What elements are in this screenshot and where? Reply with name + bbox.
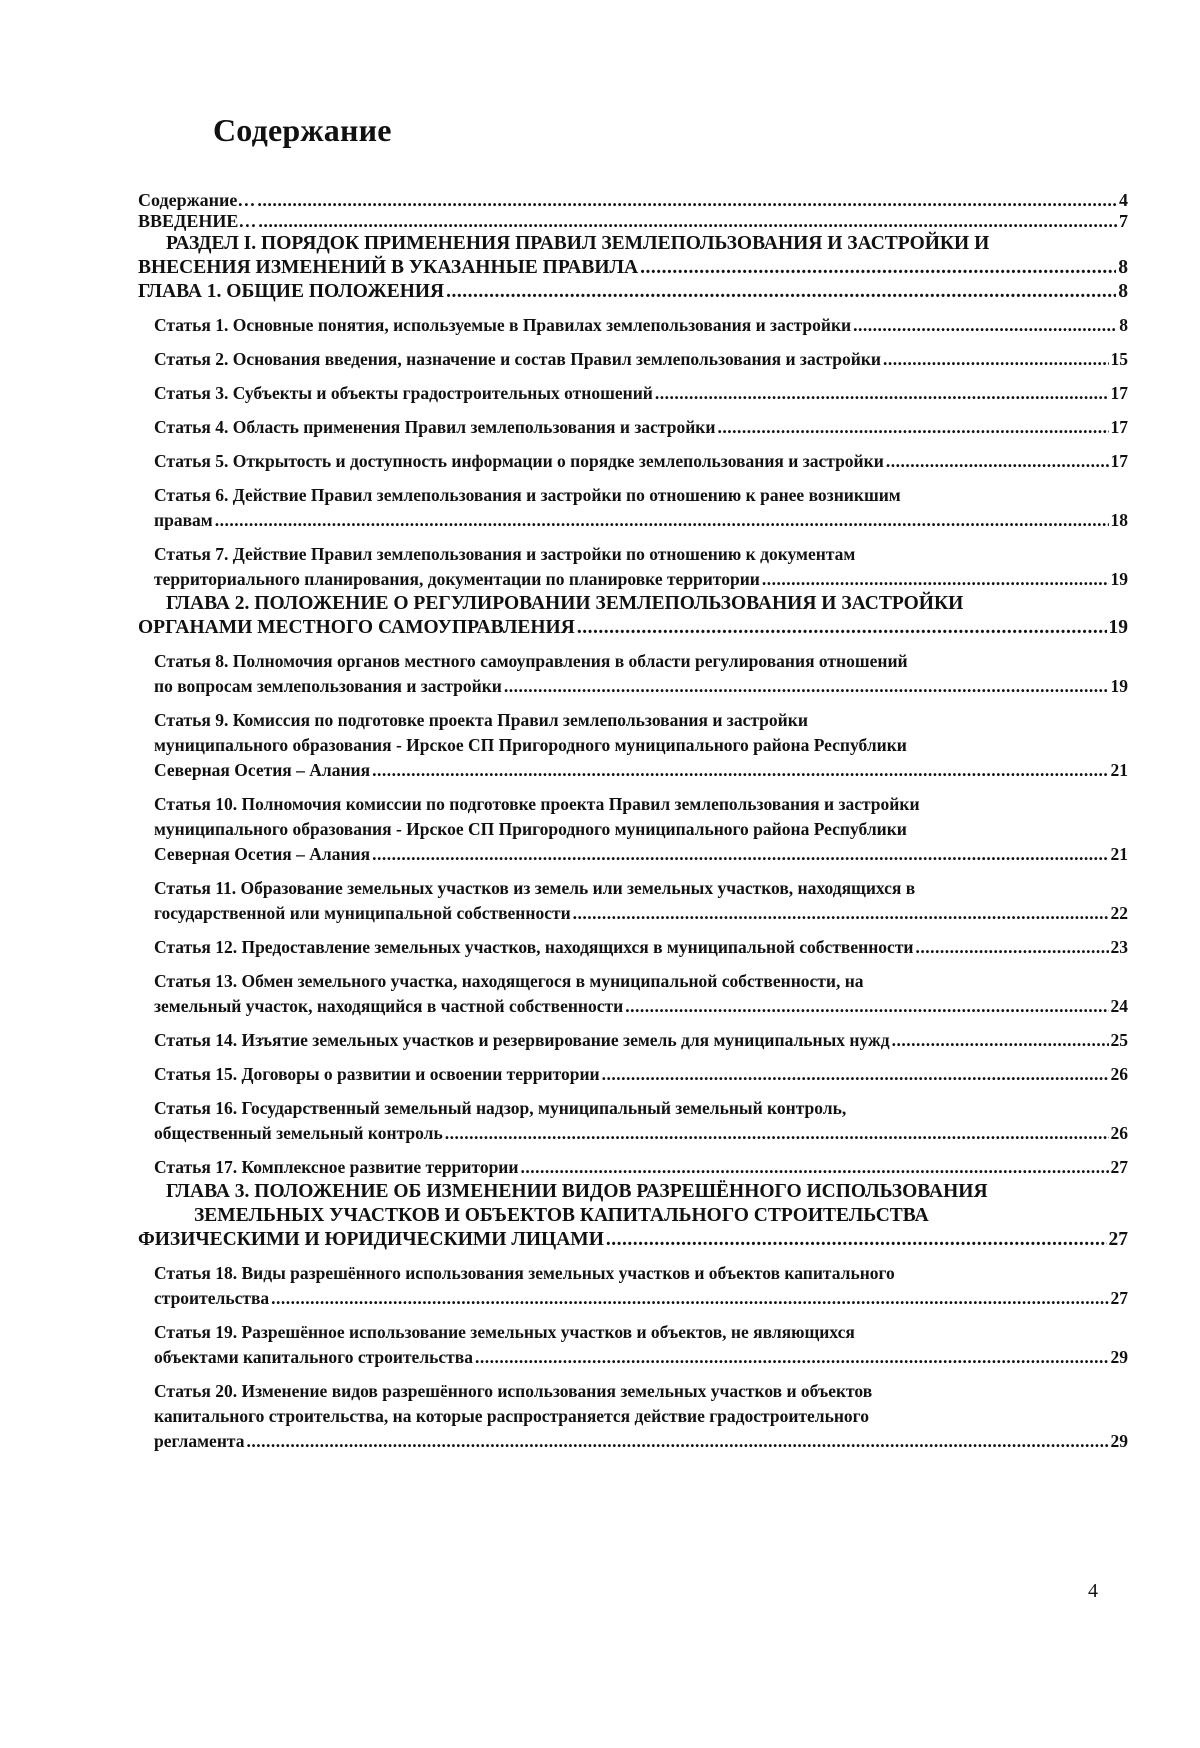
toc-entry-text: общественный земельный контроль	[154, 1123, 443, 1143]
toc-entry-text: земельный участок, находящийся в частной собственности	[154, 996, 624, 1016]
dot-leader	[271, 1286, 1108, 1311]
toc-entry[interactable]	[138, 1320, 1128, 1370]
toc-entry[interactable]	[138, 190, 1128, 211]
toc-page-number: 8	[1119, 315, 1128, 335]
toc-page-number: 19	[1110, 569, 1128, 589]
toc-entry[interactable]	[138, 313, 1128, 338]
dot-leader	[640, 256, 1116, 280]
toc-entry-last-line	[154, 1121, 1128, 1146]
dot-leader	[606, 1228, 1107, 1252]
dot-leader	[446, 280, 1116, 304]
toc-page-number: 8	[1118, 257, 1128, 278]
dot-leader	[577, 616, 1107, 640]
dot-leader	[246, 1429, 1108, 1454]
toc-page-number: 27	[1110, 1157, 1128, 1177]
dot-leader	[717, 415, 1108, 440]
toc-entry-last-line	[154, 1062, 1128, 1087]
toc-entry[interactable]	[138, 542, 1128, 592]
toc-page-number: 17	[1110, 383, 1128, 403]
dot-leader	[520, 1155, 1108, 1180]
dot-leader	[372, 758, 1108, 783]
toc-entry-last-line	[154, 508, 1128, 533]
toc-entry[interactable]	[138, 483, 1128, 533]
toc-entry[interactable]	[138, 969, 1128, 1019]
page-number: 4	[1088, 1580, 1098, 1602]
toc-entry-line: капитального строительства, на которые распространяется действие градостроительного	[154, 1406, 869, 1426]
toc-page-number: 19	[1108, 617, 1128, 638]
toc-entry-text: по вопросам землепользования и застройки	[154, 676, 502, 696]
toc-page-number: 21	[1110, 760, 1128, 780]
toc-entry-text: Северная Осетия – Алания	[154, 760, 371, 780]
toc-entry-last-line	[154, 449, 1128, 474]
toc-entry-last-line	[154, 567, 1128, 592]
toc-entry[interactable]	[138, 935, 1128, 960]
toc-entry-text: территориального планирования, документации по планировке территории	[154, 569, 760, 589]
toc-entry-line: Статья 9. Комиссия по подготовке проекта Правил землепользования и застройки	[154, 710, 808, 730]
toc-entry-line: ГЛАВА 2. ПОЛОЖЕНИЕ О РЕГУЛИРОВАНИИ ЗЕМЛЕПОЛЬЗОВАНИЯ И ЗАСТРОЙКИ	[166, 593, 964, 614]
dot-leader	[886, 449, 1109, 474]
toc-entry-last-line	[154, 1286, 1128, 1311]
toc-entry-last-line	[154, 674, 1128, 699]
toc-entry[interactable]	[138, 1096, 1128, 1146]
toc-page-number: 15	[1110, 349, 1128, 369]
toc-entry[interactable]	[138, 1062, 1128, 1087]
toc-entry[interactable]	[138, 708, 1128, 783]
toc-entry-line: Статья 6. Действие Правил землепользования и застройки по отношению к ранее возникшим	[154, 485, 901, 505]
toc-entry[interactable]	[138, 592, 1128, 640]
toc-entry[interactable]	[138, 449, 1128, 474]
toc-page-number: 25	[1110, 1030, 1128, 1050]
toc-entry-line: муниципального образования - Ирское СП Пригородного муниципального района Республики	[154, 735, 907, 755]
toc-entry-last-line	[154, 313, 1128, 338]
toc-page-number: 7	[1119, 211, 1128, 231]
toc-page-number: 27	[1108, 1229, 1128, 1250]
toc-page-number: 4	[1119, 190, 1128, 210]
toc-entry-line: Статья 16. Государственный земельный надзор, муниципальный земельный контроль,	[154, 1098, 847, 1118]
toc-entry-line: Статья 13. Обмен земельного участка, находящегося в муниципальной собственности, на	[154, 971, 864, 991]
toc-entry-text: Северная Осетия – Алания	[154, 844, 371, 864]
dot-leader	[762, 567, 1109, 592]
dot-leader	[372, 842, 1108, 867]
toc-entry[interactable]	[138, 1261, 1128, 1311]
toc-entry-line: Статья 10. Полномочия комиссии по подготовке проекта Правил землепользования и застройки	[154, 794, 920, 814]
toc-entry-last-line	[154, 994, 1128, 1019]
toc-page-number: 23	[1110, 937, 1128, 957]
dot-leader	[504, 674, 1109, 699]
toc-entry-text: Статья 5. Открытость и доступность информации о порядке землепользования и застройки	[154, 451, 884, 471]
toc-entry-last-line	[154, 347, 1128, 372]
toc-entry-last-line	[154, 1028, 1128, 1053]
toc-entry-text: объектами капитального строительства	[154, 1347, 473, 1367]
toc-entry-line: Статья 8. Полномочия органов местного самоуправления в области регулирования отношений	[154, 651, 908, 671]
toc-entry-line: Статья 7. Действие Правил землепользования и застройки по отношению к документам	[154, 544, 856, 564]
toc-page-number: 26	[1110, 1064, 1128, 1084]
toc-entry-text: Статья 4. Область применения Правил землепользования и застройки	[154, 417, 716, 437]
toc-entry-last-line	[154, 1429, 1128, 1454]
toc-entry-line: ГЛАВА 3. ПОЛОЖЕНИЕ ОБ ИЗМЕНЕНИИ ВИДОВ РАЗРЕШЁННОГО ИСПОЛЬЗОВАНИЯ	[166, 1181, 988, 1202]
toc-entry[interactable]	[138, 232, 1128, 280]
toc-entry[interactable]	[138, 280, 1128, 304]
toc-title: Содержание	[213, 112, 392, 148]
toc-entry-last-line	[154, 935, 1128, 960]
toc-entry-text: ВНЕСЕНИЯ ИЗМЕНЕНИЙ В УКАЗАННЫЕ ПРАВИЛА	[138, 257, 639, 278]
toc-entry-last-line	[154, 842, 1128, 867]
toc-entry-line: Статья 11. Образование земельных участков из земель или земельных участков, находящихся в	[154, 878, 916, 898]
toc-entry-last-line	[138, 190, 1128, 211]
toc-entry-text: ВВЕДЕНИЕ…	[138, 211, 257, 231]
toc-entry[interactable]	[138, 1155, 1128, 1180]
toc-entry[interactable]	[138, 792, 1128, 867]
toc-entry-text: Статья 1. Основные понятия, используемые в Правилах землепользования и застройки	[154, 315, 852, 335]
toc-page-number: 17	[1110, 451, 1128, 471]
toc-page-number: 29	[1110, 1431, 1128, 1451]
toc-entry-text: Статья 14. Изъятие земельных участков и резервирование земель для муниципальных нужд	[154, 1030, 890, 1050]
dot-leader	[883, 347, 1108, 372]
toc-entry-text: Содержание…	[138, 190, 256, 210]
toc-entry-last-line	[154, 1345, 1128, 1370]
toc-page-number: 17	[1110, 417, 1128, 437]
dot-leader	[625, 994, 1108, 1019]
toc-entry-last-line	[138, 280, 1128, 304]
toc-entry[interactable]	[138, 415, 1128, 440]
toc-entry[interactable]	[138, 1379, 1128, 1454]
toc-entry-last-line	[154, 758, 1128, 783]
dot-leader	[655, 381, 1109, 406]
toc-entry-last-line	[154, 1155, 1128, 1180]
toc-page-number: 26	[1110, 1123, 1128, 1143]
toc-entry[interactable]	[138, 381, 1128, 406]
toc-entry-text: ГЛАВА 1. ОБЩИЕ ПОЛОЖЕНИЯ	[138, 281, 445, 302]
toc-entry-last-line	[154, 381, 1128, 406]
table-of-contents	[138, 190, 1128, 1454]
toc-entry-text: ФИЗИЧЕСКИМИ И ЮРИДИЧЕСКИМИ ЛИЦАМИ	[138, 1229, 604, 1250]
dot-leader	[853, 313, 1117, 338]
toc-entry-last-line	[138, 256, 1128, 280]
toc-entry-text: строительства	[154, 1288, 270, 1308]
toc-entry-line: РАЗДЕЛ I. ПОРЯДОК ПРИМЕНЕНИЯ ПРАВИЛ ЗЕМЛЕПОЛЬЗОВАНИЯ И ЗАСТРОЙКИ И	[166, 233, 990, 254]
toc-entry-text: ОРГАНАМИ МЕСТНОГО САМОУПРАВЛЕНИЯ	[138, 617, 575, 638]
toc-page-number: 27	[1110, 1288, 1128, 1308]
toc-entry[interactable]	[138, 1180, 1128, 1252]
toc-entry-text: Статья 17. Комплексное развитие территории	[154, 1157, 519, 1177]
toc-entry-line: Статья 18. Виды разрешённого использования земельных участков и объектов капитального	[154, 1263, 895, 1283]
toc-entry[interactable]	[138, 211, 1128, 232]
toc-entry-text: Статья 15. Договоры о развитии и освоении территории	[154, 1064, 600, 1084]
toc-entry-last-line	[138, 211, 1128, 232]
toc-page-number: 22	[1110, 903, 1128, 923]
dot-leader	[215, 508, 1109, 533]
toc-entry[interactable]	[138, 876, 1128, 926]
toc-entry-text: государственной или муниципальной собственности	[154, 903, 571, 923]
toc-entry-text: правам	[154, 510, 213, 530]
toc-entry[interactable]	[138, 649, 1128, 699]
dot-leader	[602, 1062, 1109, 1087]
toc-page-number: 29	[1110, 1347, 1128, 1367]
toc-entry-last-line	[154, 901, 1128, 926]
toc-page-number: 8	[1118, 281, 1128, 302]
toc-entry-last-line	[154, 415, 1128, 440]
dot-leader	[258, 211, 1117, 232]
toc-entry-line: ЗЕМЕЛЬНЫХ УЧАСТКОВ И ОБЪЕКТОВ КАПИТАЛЬНОГО СТРОИТЕЛЬСТВА	[194, 1205, 929, 1226]
toc-entry-line: муниципального образования - Ирское СП Пригородного муниципального района Республики	[154, 819, 907, 839]
toc-entry[interactable]	[138, 347, 1128, 372]
toc-entry[interactable]	[138, 1028, 1128, 1053]
toc-entry-text: Статья 12. Предоставление земельных участков, находящихся в муниципальной собственности	[154, 937, 914, 957]
toc-page-number: 24	[1110, 996, 1128, 1016]
dot-leader	[475, 1345, 1109, 1370]
dot-leader	[257, 190, 1117, 211]
toc-entry-text: регламента	[154, 1431, 245, 1451]
toc-page-number: 19	[1110, 676, 1128, 696]
toc-entry-text: Статья 3. Субъекты и объекты градостроительных отношений	[154, 383, 653, 403]
toc-entry-text: Статья 2. Основания введения, назначение и состав Правил землепользования и застройки	[154, 349, 882, 369]
toc-page-number: 18	[1110, 510, 1128, 530]
dot-leader	[892, 1028, 1109, 1053]
toc-page-number: 21	[1110, 844, 1128, 864]
dot-leader	[916, 935, 1109, 960]
dot-leader	[445, 1121, 1109, 1146]
toc-entry-last-line	[138, 616, 1128, 640]
dot-leader	[573, 901, 1109, 926]
toc-entry-line: Статья 20. Изменение видов разрешённого использования земельных участков и объектов	[154, 1381, 873, 1401]
toc-entry-last-line	[138, 1228, 1128, 1252]
toc-entry-line: Статья 19. Разрешённое использование земельных участков и объектов, не являющихся	[154, 1322, 855, 1342]
